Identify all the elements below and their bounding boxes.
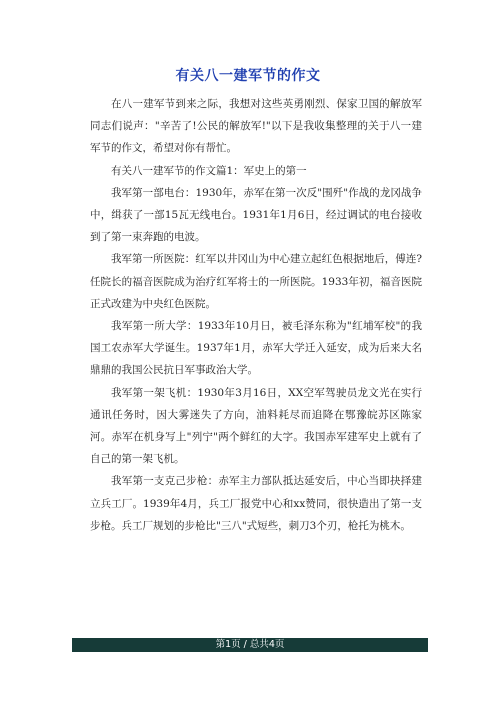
document-title: 有关八一建军节的作文: [175, 68, 321, 84]
paragraph-hospital: 我军第一所医院：红军以井冈山为中心建立起红色根据地后，傅连?任院长的福音医院成为治疗红军将士的一所医院。1933年初，福音医院正式改建为中央红色医院。: [90, 253, 422, 310]
page-footer: 第1页 / 总共4页: [72, 638, 428, 652]
paragraph-intro: 在八一建军节到来之际，我想对这些英勇刚烈、保家卫国的解放军同志们说声："辛苦了!公民的解放军!"以下是我收集整理的关于八一建军节的作文，希望对你有帮忙。: [90, 98, 422, 155]
paragraph-rifle: 我军第一支克己步枪：赤军主力部队抵达延安后，中心当即抉择建立兵工厂。1939年4月，兵工厂报党中心和xx赞同，很快造出了第一支步枪。兵工厂规划的步枪比"三八"式短些，刺刀3个刃，枪托为桃木。: [90, 475, 422, 532]
document-body: [90, 93, 422, 537]
paragraph-university: 我军第一所大学：1933年10月日，被毛泽东称为"红埔军校"的我国工农赤军大学诞生。1937年1月，赤军大学迁入延安，成为后来大名鼎鼎的我国公民抗日军事政治大学。: [90, 320, 422, 377]
paragraph-section-heading: 有关八一建军节的作文篇1：军史上的第一: [111, 164, 307, 177]
paragraph-radio: 我军第一部电台：1930年，赤军在第一次反"围歼"作战的龙冈战争中，缉获了一部15瓦无线电台。1931年1月6日，经过调试的电台接收到了第一束奔跑的电波。: [90, 186, 422, 244]
paragraph-airplane: 我军第一架飞机：1930年3月16日，XX空军驾驶员龙文光在实行通讯任务时，因大雾迷失了方向，油料耗尽而追降在鄂豫皖苏区陈家河。赤军在机身写上"列宁"两个鲜红的大字。我国赤军建军史上就有了自己的第一架飞机。: [90, 386, 422, 466]
